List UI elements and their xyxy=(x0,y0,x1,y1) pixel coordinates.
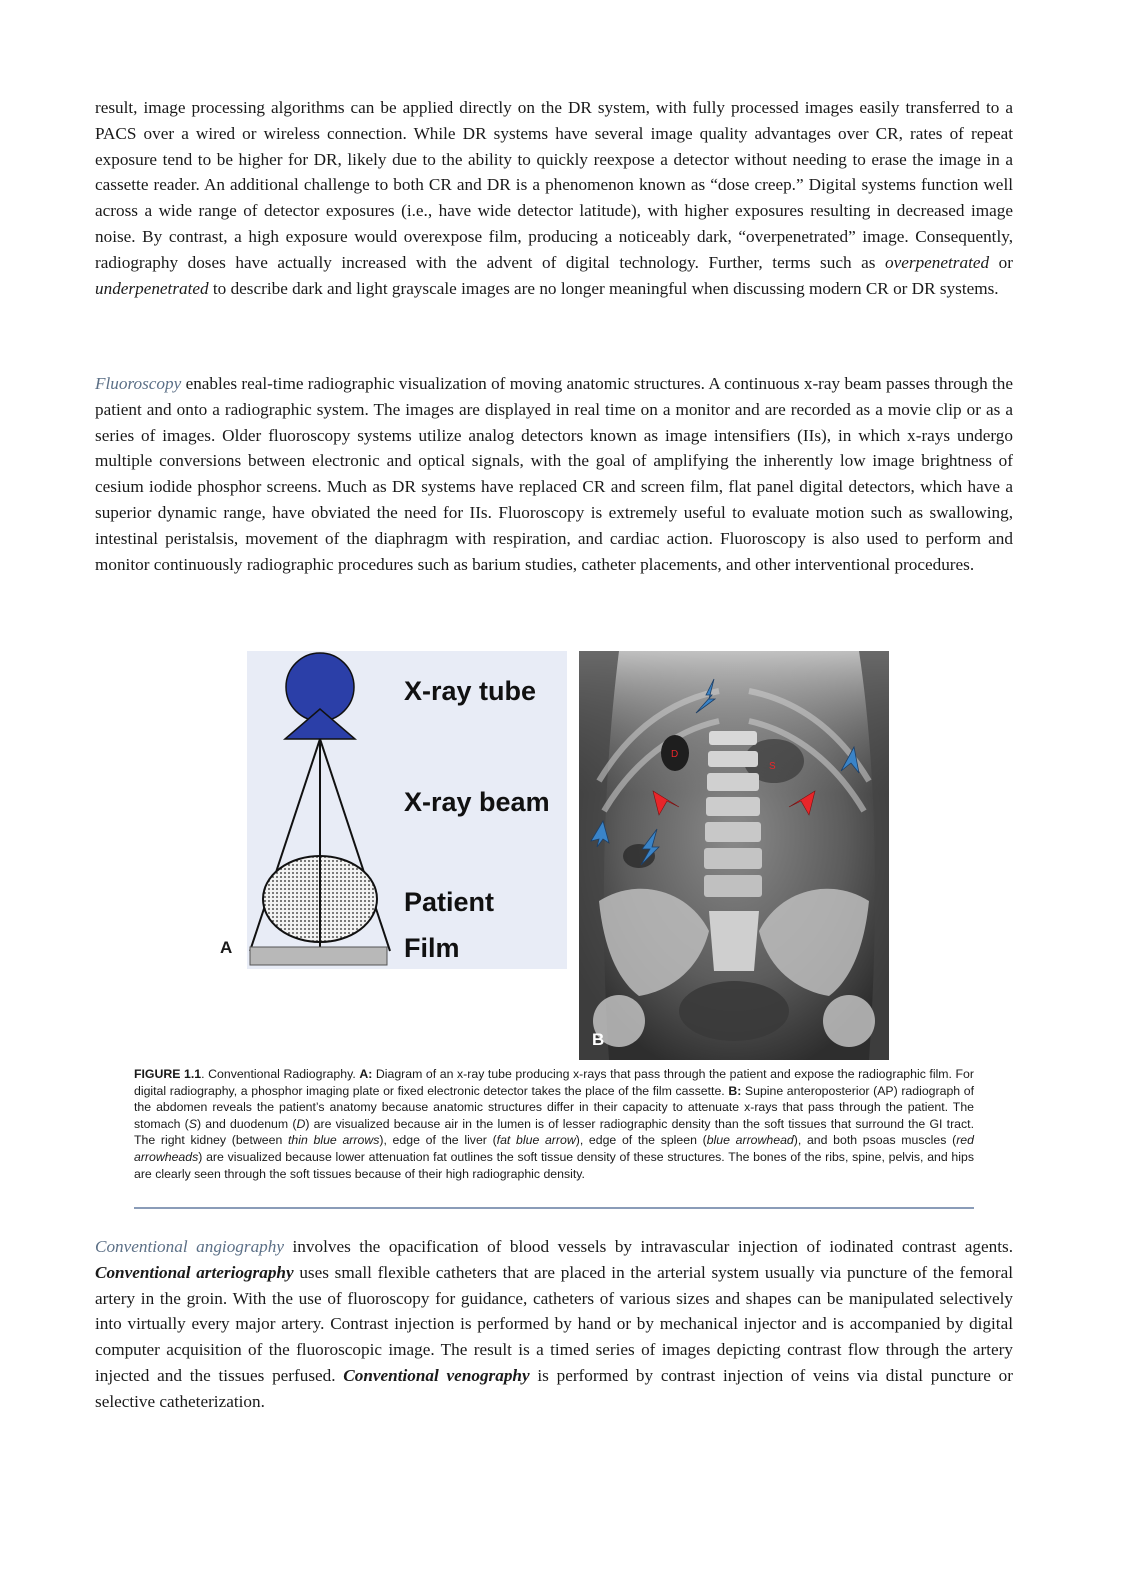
caption-divider xyxy=(134,1207,974,1209)
panel-letter-a: A xyxy=(220,938,233,957)
caption-text: ), edge of the liver ( xyxy=(379,1133,497,1148)
caption-text: ) are visualized because air in the lumen is of lesser radiographic density than the soft tissues that surround the GI tract. The right kidney (between xyxy=(134,1116,974,1148)
paragraph-text: or xyxy=(989,252,1013,272)
caption-text: ), and both psoas muscles ( xyxy=(793,1133,957,1148)
abdominal-radiograph-image xyxy=(579,651,889,1060)
caption-text: ) are visualized because lower attenuation fat outlines the soft tissue density of these structures. The bones of the ribs, spine, pelvis, and hips are clearly seen through the soft tissues because of their high radiographic density. xyxy=(134,1149,974,1181)
term-conventional-arteriography: Conventional arteriography xyxy=(95,1262,294,1282)
marker-stomach: S xyxy=(769,761,776,772)
caption-text: . Conventional Radiography. xyxy=(201,1067,360,1081)
figure-panel-b-radiograph xyxy=(579,651,889,1060)
italic-term: overpenetrated xyxy=(885,252,990,272)
panel-letter-b: B xyxy=(592,1030,605,1049)
caption-text: ), edge of the spleen ( xyxy=(575,1133,707,1148)
paragraph-text: to describe dark and light grayscale images are no longer meaningful when discussing modern CR or DR systems. xyxy=(208,278,999,298)
paragraph-text: result, image processing algorithms can be applied directly on the DR system, with fully processed images easily transferred to a PACS over a wired or wireless connection. While DR systems have several image quality advantages over CR, rates of repeat exposure tend to be higher for DR, likely due to the ability to quickly reexpose a detector without needing to erase the image in a cassette reader. An additional challenge to both CR and DR is a phenomenon known as “dose creep.” Digital systems function well across a wide range of detector exposures (i.e., have wide detector latitude), with higher exposures resulting in decreased image noise. By contrast, a high exposure would overexpose film, producing a noticeably dark, “overpenetrated” image. Consequently, radiography doses have actually increased with the advent of digital technology. Further, terms such as xyxy=(95,98,1013,272)
caption-italic: S xyxy=(188,1116,197,1131)
paragraph-text: is performed by contrast injection of veins via distal puncture or selective catheterization. xyxy=(95,1365,1013,1411)
italic-term: underpenetrated xyxy=(95,278,209,298)
caption-italic: D xyxy=(296,1116,306,1131)
paragraph-text: involves the opacification of blood vessels by intravascular injection of iodinated contrast agents. xyxy=(283,1237,1013,1256)
body-paragraph-dr-systems xyxy=(95,95,1013,301)
label-xray-tube: X-ray tube xyxy=(404,676,537,706)
label-xray-beam: X-ray beam xyxy=(404,787,550,817)
term-fluoroscopy: Fluoroscopy xyxy=(95,374,182,393)
term-conventional-angiography: Conventional angiography xyxy=(95,1237,284,1256)
caption-italic: thin blue arrows xyxy=(288,1133,380,1148)
caption-italic: blue arrowhead xyxy=(706,1133,794,1148)
caption-text: Supine anteroposterior (AP) radiograph of the abdomen reveals the patient’s anatomy because anatomic structures differ in their capacity to attenuate x-rays that pass through the patient. The stomach ( xyxy=(134,1083,974,1131)
caption-italic: fat blue arrow xyxy=(496,1133,576,1148)
label-film: Film xyxy=(404,933,460,963)
caption-figure-label: FIGURE 1.1 xyxy=(134,1067,202,1081)
caption-text: Diagram of an x-ray tube producing x-rays that pass through the patient and expose the radiographic film. For digital radiography, a phosphor imaging plate or fixed electronic detector takes the place of the film cassette. xyxy=(134,1067,974,1098)
caption-text: ) and duodenum ( xyxy=(196,1116,297,1131)
caption-panel-b-label: B: xyxy=(728,1083,742,1098)
paragraph-text: uses small flexible catheters that are placed in the arterial system usually via puncture of the femoral artery in the groin. With the use of fluoroscopy for guidance, catheters of various sizes and shapes can be manipulated selectively into virtually every major artery. Contrast injection is performed by hand or by mechanical injector and is accompanied by digital computer acquisition of the fluoroscopic image. The result is a timed series of images depicting contrast flow through the artery injected and the tissues perfused. xyxy=(95,1262,1014,1385)
paragraph-text: enables real-time radiographic visualization of moving anatomic structures. A continuous x-ray beam passes through the patient and onto a radiographic system. The images are displayed in real time on a monitor and are recorded as a movie clip or as a series of images. Older fluoroscopy systems utilize analog detectors known as image intensifiers (IIs), in which x-rays undergo multiple conversions between electronic and optical signals, with the goal of amplifying the inherently low image brightness of cesium iodide phosphor screens. Much as DR systems have replaced CR and screen film, flat panel digital detectors, which have a superior dynamic range, have obviated the need for IIs. Fluoroscopy is extremely useful to evaluate motion such as swallowing, intestinal peristalsis, movement of the diaphragm with respiration, and cardiac action. Fluoroscopy is also used to perform and monitor continuously radiographic procedures such as barium studies, catheter placements, and other interventional procedures. xyxy=(95,374,1013,574)
body-paragraph-angiography xyxy=(95,1234,1013,1415)
film-cassette xyxy=(250,947,387,965)
marker-duodenum: D xyxy=(671,749,679,760)
label-patient: Patient xyxy=(404,887,495,917)
caption-italic: red arrowheads xyxy=(134,1133,974,1164)
figure-caption xyxy=(134,1066,974,1182)
pelvis xyxy=(593,889,875,1047)
term-conventional-venography: Conventional venography xyxy=(343,1365,530,1385)
xray-tube-icon xyxy=(285,653,355,739)
body-paragraph-fluoroscopy xyxy=(95,371,1013,577)
caption-panel-a-label: A: xyxy=(359,1067,373,1081)
